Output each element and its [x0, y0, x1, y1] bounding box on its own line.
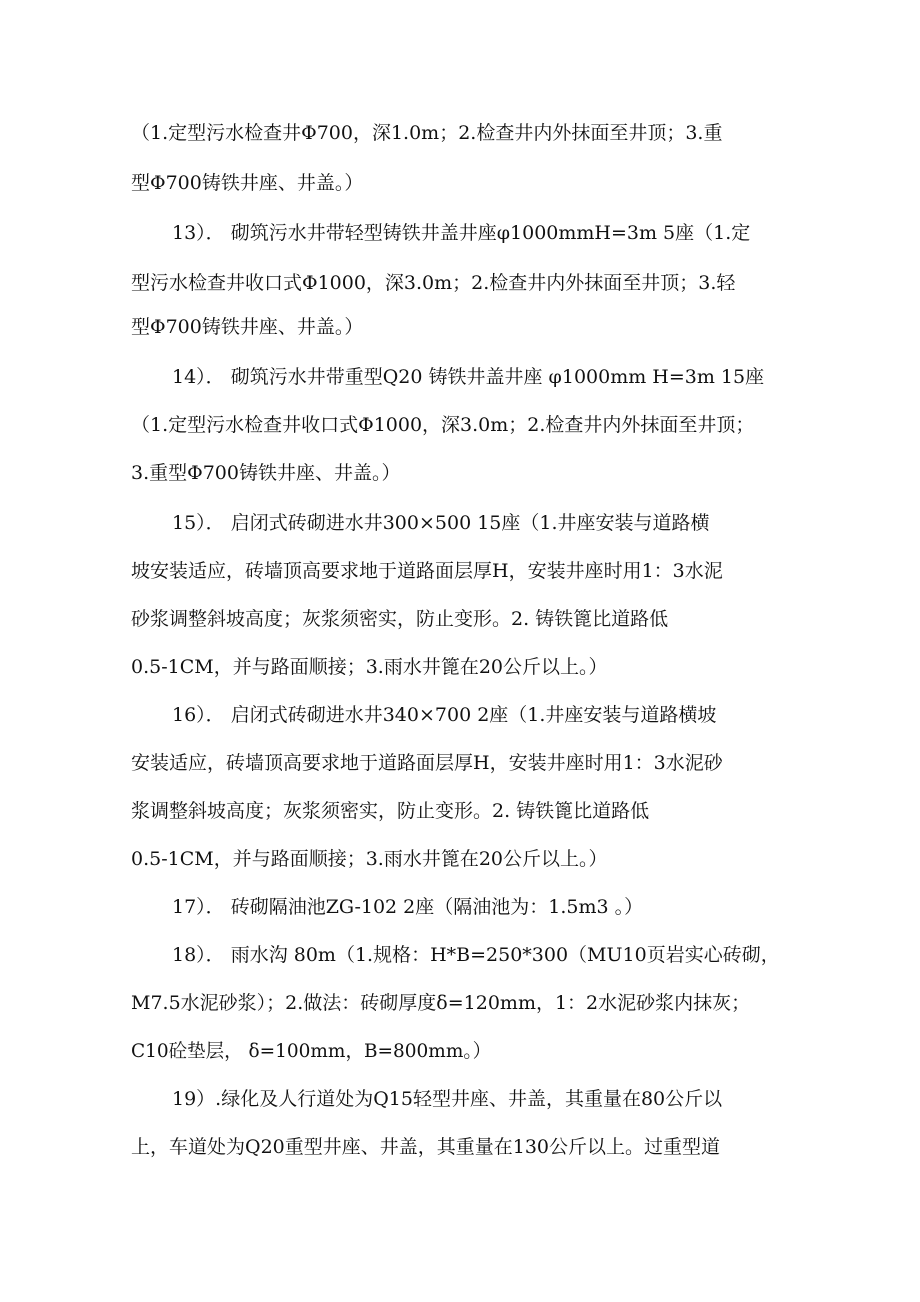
text-line: 3.重型Φ700铸铁井座、井盖。） [131, 462, 401, 484]
text-line: 型污水检查井收口式Φ1000，深3.0m；2.检查井内外抹面至井顶；3.轻 [131, 272, 736, 294]
text-line: 坡安装适应，砖墙顶高要求地于道路面层厚H，安装井座时用1：3水泥 [131, 560, 723, 582]
text-line: 14）． 砌筑污水井带重型Q20 铸铁井盖井座 φ1000mm H=3m 15座 [172, 366, 765, 388]
text-line: 0.5-1CM，并与路面顺接；3.雨水井篦在20公斤以上。） [131, 656, 608, 678]
text-line: 16）． 启闭式砖砌进水井340×700 2座（1.井座安装与道路横坡 [172, 704, 717, 726]
text-line: 19）.绿化及人行道处为Q15轻型井座、井盖，其重量在80公斤以 [172, 1088, 723, 1110]
text-line: 安装适应，砖墙顶高要求地于道路面层厚H，安装井座时用1：3水泥砂 [131, 752, 723, 774]
text-line: 13）． 砌筑污水井带轻型铸铁井盖井座φ1000mmH=3m 5座（1.定 [172, 222, 751, 244]
text-line: 上，车道处为Q20重型井座、井盖，其重量在130公斤以上。过重型道 [131, 1136, 721, 1158]
text-line: （1.定型污水检查井Φ700，深1.0m；2.检查井内外抹面至井顶；3.重 [131, 122, 723, 144]
text-line: C10砼垫层， δ=100mm，B=800mm。） [131, 1040, 492, 1062]
text-line: 浆调整斜坡高度；灰浆须密实，防止变形。2. 铸铁篦比道路低 [131, 800, 650, 822]
text-line: 砂浆调整斜坡高度；灰浆须密实，防止变形。2. 铸铁篦比道路低 [131, 608, 669, 630]
text-line: M7.5水泥砂浆）；2.做法：砖砌厚度δ=120mm，1：2水泥砂浆内抹灰； [131, 992, 751, 1014]
text-line: 15）． 启闭式砖砌进水井300×500 15座（1.井座安装与道路横 [172, 512, 710, 534]
text-line: 0.5-1CM，并与路面顺接；3.雨水井篦在20公斤以上。） [131, 848, 608, 870]
text-line: 型Φ700铸铁井座、井盖。） [131, 316, 364, 338]
text-line: （1.定型污水检查井收口式Φ1000，深3.0m；2.检查井内外抹面至井顶； [131, 414, 755, 436]
text-line: 18）． 雨水沟 80m（1.规格：H*B=250*300（MU10页岩实心砖砌， [172, 944, 780, 966]
text-line: 17）． 砖砌隔油池ZG-102 2座（隔油池为：1.5m3 。） [172, 896, 644, 918]
text-line: 型Φ700铸铁井座、井盖。） [131, 172, 364, 194]
